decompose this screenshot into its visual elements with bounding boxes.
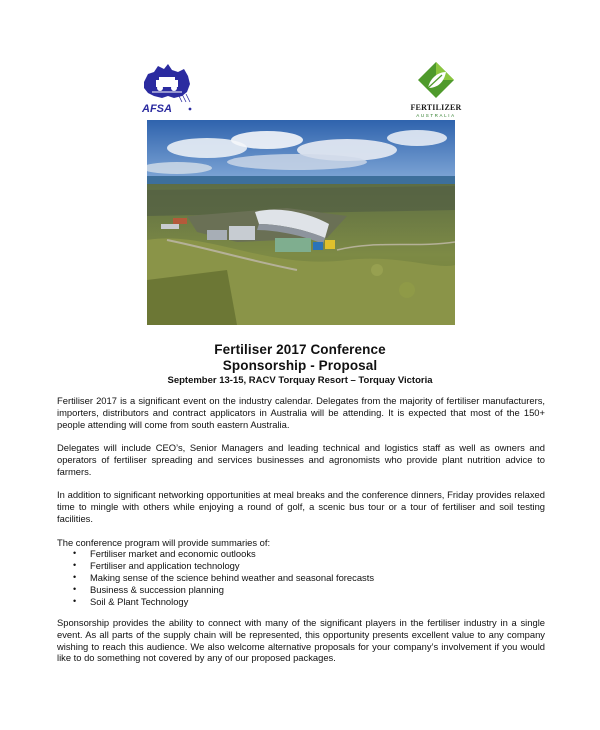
- list-item: • Fertiliser and application technology: [73, 560, 374, 572]
- event-date-location: September 13-15, RACV Torquay Resort – Torquay Victoria: [167, 375, 433, 386]
- program-intro: The conference program will provide summaries of:: [57, 537, 271, 548]
- networking-paragraph: In addition to significant networking opportunities at meal breaks and the conference dinners, Friday provides relaxed time to mingle with others while enjoying a round of golf, a scenic bus tour or a tour of fertiliser and soil testing facilities.: [57, 489, 545, 524]
- intro-paragraph: Fertiliser 2017 is a significant event on the industry calendar. Delegates from the majority of fertiliser manufacturers, importers, distributors and contract applicators in Australia will be attending. It is expected that most of the 150+ people attending will come from south eastern Australia.: [57, 395, 545, 430]
- document-title: Fertiliser 2017 Conference: [214, 342, 386, 357]
- list-item: • Fertiliser market and economic outlooks: [73, 548, 374, 560]
- fertilizer-logo-text: FERTILIZER: [410, 103, 462, 112]
- delegates-paragraph: Delegates will include CEO’s, Senior Managers and leading technical and logistics staff as well as owners and operators of fertiliser spreading and services businesses and agronomists who provide plant nutrition advice to farmers.: [57, 442, 545, 477]
- resort-aerial-photo: [147, 120, 455, 325]
- program-list: [73, 548, 374, 608]
- document-subtitle: Sponsorship - Proposal: [222, 358, 378, 373]
- australia-logo-text: AUSTRALIA: [416, 113, 456, 118]
- fertilizer-australia-logo: [408, 60, 464, 122]
- afsa-logo: [138, 60, 196, 116]
- list-item: • Making sense of the science behind weather and seasonal forecasts: [73, 572, 374, 584]
- afsa-logo-text: AFSA: [142, 103, 172, 115]
- list-item: • Soil & Plant Technology: [73, 596, 374, 608]
- sponsorship-paragraph: Sponsorship provides the ability to connect with many of the significant players in the fertiliser industry in a single event. As all parts of the supply chain will be represented, this opportunity presents excellent value to any company wishing to reach this audience. We also welcome alternative proposals for your company’s involvement if you would like to do something not covered by any of our proposed packages.: [57, 617, 545, 664]
- list-item: • Business & succession planning: [73, 584, 374, 596]
